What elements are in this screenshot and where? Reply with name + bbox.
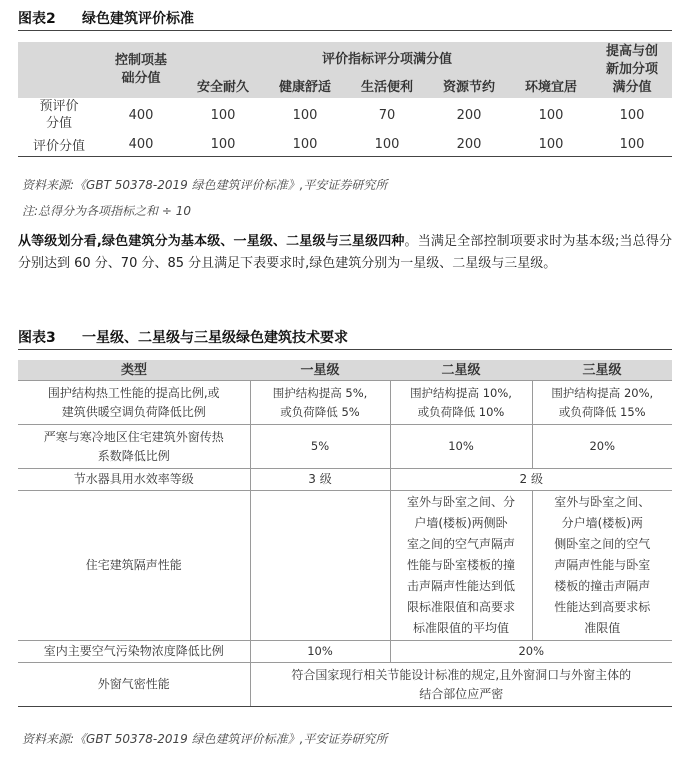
cell: 100 [538,107,564,123]
figure2-header-group: 评价指标评分项满分值 [182,42,592,72]
figure3-row-pollutant [18,641,672,663]
row-type: 外窗气密性能 [18,663,250,707]
cell-three-star: 围护结构提高 20%, 或负荷降低 15% [532,381,672,425]
cell: 100 [182,132,264,157]
figure3-source: 资料来源:《GBT 50378-2019 绿色建筑评价标准》,平安证券研究所 [22,732,388,746]
figure2-number: 图表2 [18,11,56,27]
cell-one-star: 围护结构提高 5%, 或负荷降低 5% [250,381,390,425]
figure3-row-water [18,469,672,491]
cell: 400 [100,132,182,157]
row-type: 节水器具用水效率等级 [18,469,250,491]
figure3-row-window-heat [18,425,672,469]
figure2-note: 注:总得分为各项指标之和 ÷ 10 [22,204,191,218]
figure3-row-thermal [18,381,672,425]
figure2-header-blank [18,42,100,98]
cell: 200 [456,107,482,123]
figure2-header-environment: 环境宜居 [510,72,592,98]
figure3-header-type: 类型 [18,360,250,381]
figure2-header-safety: 安全耐久 [182,72,264,98]
row-label: 预评价 分值 [39,99,79,131]
figure2-header-bonus: 提高与创 新加分项 满分值 [592,42,672,98]
figure3-header-three-star: 三星级 [532,360,672,381]
figure2-header-convenience: 生活便利 [346,72,428,98]
figure3-row-sound [18,491,672,641]
cell: 100 [292,107,318,123]
figure2-title [18,8,672,31]
figure2-header-control: 控制项基 础分值 [100,42,182,98]
figure2-caption: 绿色建筑评价标准 [82,11,194,27]
cell-two-star: 10% [390,425,532,469]
cell: 100 [346,132,428,157]
cell-two-star: 室外与卧室之间、分 户墙(楼板)两侧卧 室之间的空气声隔声 性能与卧室楼板的撞 击声隔声性能达到低 限标准限值和高要求 标准限值的平均值 [390,491,532,641]
row-type: 围护结构热工性能的提高比例,或 建筑供暖空调负荷降低比例 [18,381,250,425]
cell-two-three-star: 2 级 [390,469,672,491]
figure2-header-resource: 资源节约 [428,72,510,98]
cell-two-star: 围护结构提高 10%, 或负荷降低 10% [390,381,532,425]
figure2-table [18,42,672,157]
cell-three-star: 室外与卧室之间、 分户墙(楼板)两 侧卧室之间的空气 声隔声性能与卧室 楼板的撞击声隔声 性能达到高要求标 准限值 [532,491,672,641]
cell: 100 [592,132,672,157]
figure2-row-evaluation [18,132,672,157]
figure2-header-health: 健康舒适 [264,72,346,98]
grade-paragraph [18,231,672,275]
grade-paragraph-bold: 从等级划分看,绿色建筑分为基本级、一星级、二星级与三星级四种 [18,234,405,249]
cell-one-star: 10% [250,641,390,663]
cell: 400 [128,107,154,123]
figure3-header-two-star: 二星级 [390,360,532,381]
cell-one-star: 3 级 [250,469,390,491]
cell: 100 [210,107,236,123]
figure2-source: 资料来源:《GBT 50378-2019 绿色建筑评价标准》,平安证券研究所 [22,178,388,192]
cell-one-star: 5% [250,425,390,469]
cell-two-three-star: 20% [390,641,672,663]
figure3-table [18,360,672,707]
cell: 100 [264,132,346,157]
figure3-row-airtight [18,663,672,707]
figure3-title [18,327,672,350]
row-label: 评价分值 [18,132,100,157]
cell: 100 [619,107,645,123]
cell-one-star [250,491,390,641]
row-type: 室内主要空气污染物浓度降低比例 [18,641,250,663]
figure2-row-pre-evaluation [18,98,672,132]
figure3-number: 图表3 [18,330,56,346]
cell: 200 [428,132,510,157]
row-type: 严寒与寒冷地区住宅建筑外窗传热 系数降低比例 [18,425,250,469]
row-type: 住宅建筑隔声性能 [18,491,250,641]
figure3-caption: 一星级、二星级与三星级绿色建筑技术要求 [82,330,348,346]
cell: 70 [378,107,396,123]
cell-three-star: 20% [532,425,672,469]
figure3-header-one-star: 一星级 [250,360,390,381]
cell: 100 [510,132,592,157]
grade-paragraph-text: 。当满足全部控制项要求时为基本级;当总得分分别达到 60 分、70 分、85 分且满足下表要求时,绿色建筑分别为一星级、二星级与三星级。 [18,234,672,271]
cell-all-stars: 符合国家现行相关节能设计标准的规定,且外窗洞口与外窗主体的 结合部位应严密 [250,663,672,707]
